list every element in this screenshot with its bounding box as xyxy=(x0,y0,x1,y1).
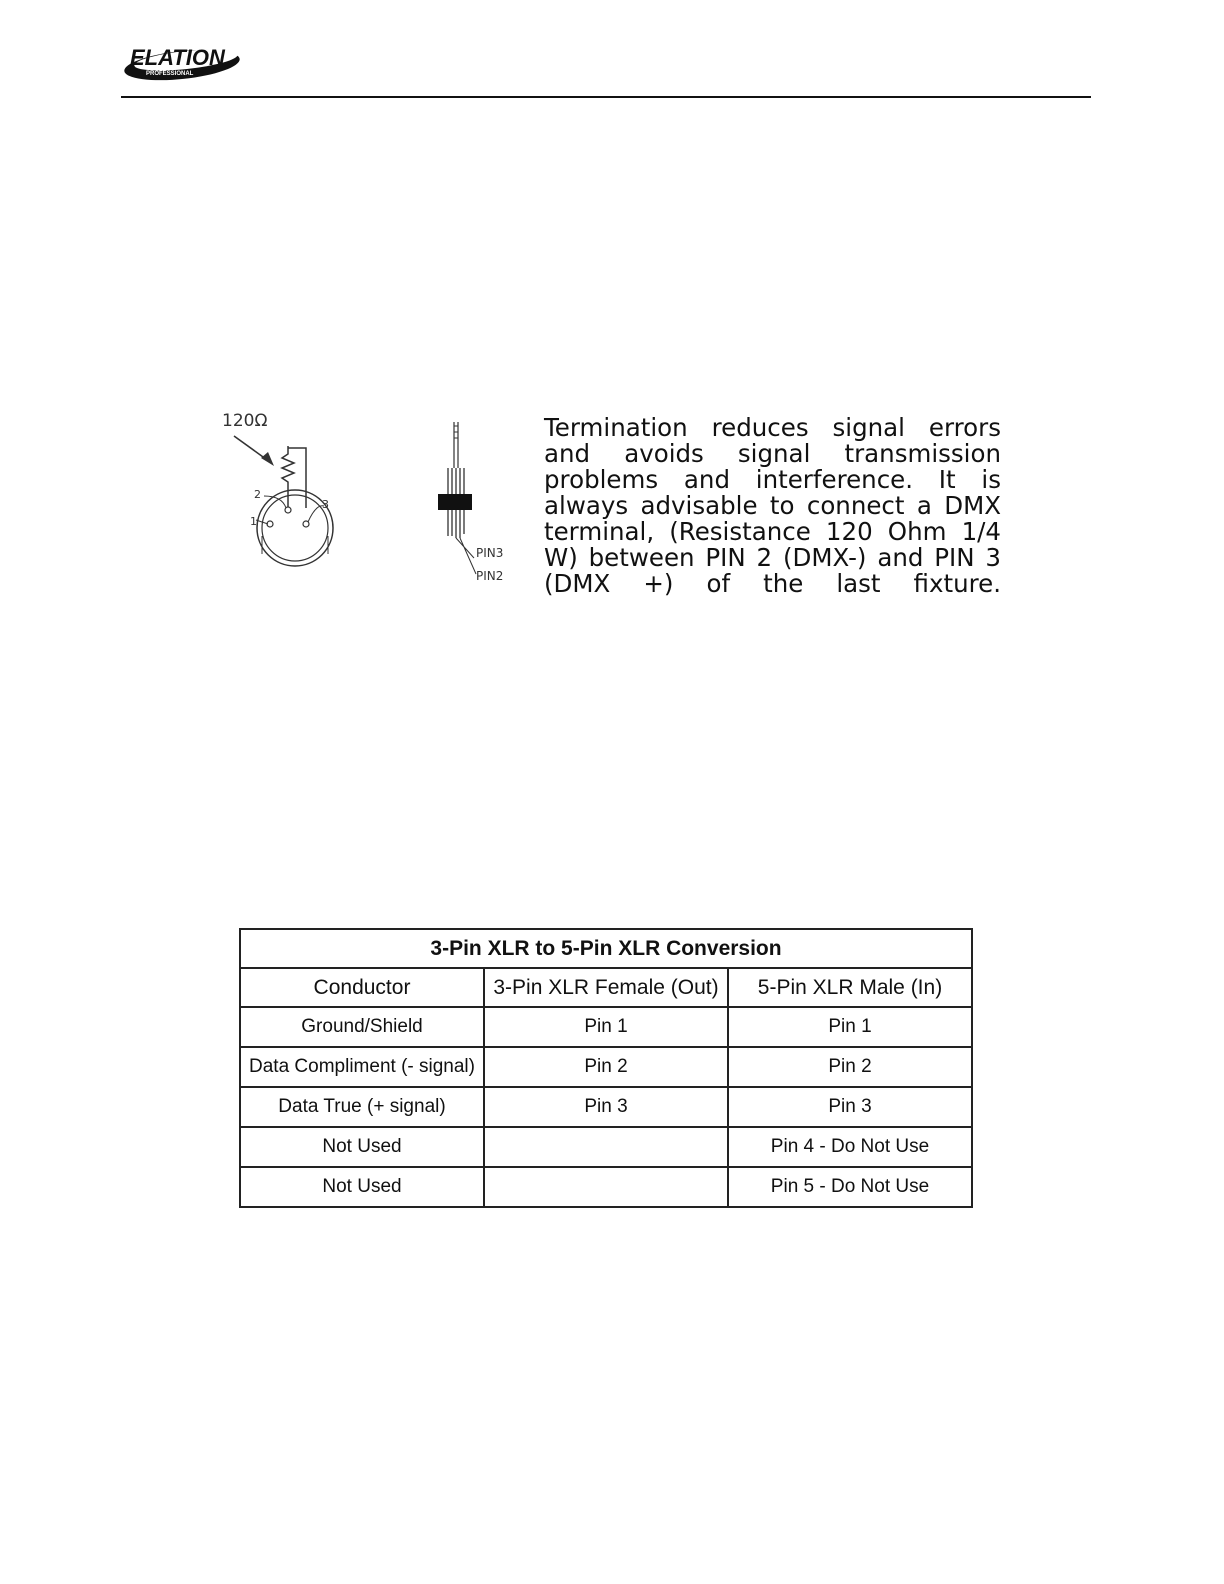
xlr-termination-diagram xyxy=(212,404,342,586)
table-cell: Pin 3 xyxy=(728,1087,972,1127)
table-cell: Not Used xyxy=(240,1127,484,1167)
table-cell: Pin 2 xyxy=(484,1047,728,1087)
elation-logo xyxy=(122,38,246,84)
pin-number-2: 2 xyxy=(254,488,261,501)
column-header-5pin: 5-Pin XLR Male (In) xyxy=(728,968,972,1007)
table-cell: Pin 5 - Do Not Use xyxy=(728,1167,972,1207)
xlr-conversion-table xyxy=(239,928,973,1208)
table-row xyxy=(240,1047,972,1087)
resistor-label: 120Ω xyxy=(222,411,268,431)
table-cell: Pin 3 xyxy=(484,1087,728,1127)
table-cell: Pin 1 xyxy=(728,1007,972,1047)
pin-number-3: 3 xyxy=(322,498,329,511)
table-cell: Ground/Shield xyxy=(240,1007,484,1047)
table-header-row xyxy=(240,968,972,1007)
table-row xyxy=(240,1007,972,1047)
table-row xyxy=(240,1087,972,1127)
header-rule xyxy=(121,96,1091,98)
column-header-conductor: Conductor xyxy=(240,968,484,1007)
pin-number-1: 1 xyxy=(250,515,257,528)
table-cell: Data Compliment (- signal) xyxy=(240,1047,484,1087)
pin3-label: PIN3 xyxy=(476,546,504,560)
table-row xyxy=(240,1167,972,1207)
logo-wordmark: ELATION xyxy=(130,45,225,70)
table-row xyxy=(240,1127,972,1167)
table-cell: Pin 1 xyxy=(484,1007,728,1047)
column-header-3pin: 3-Pin XLR Female (Out) xyxy=(484,968,728,1007)
logo-subtext: PROFESSIONAL xyxy=(146,71,194,77)
termination-paragraph: Termination reduces signal errors and avoids signal transmission problems and interference. It is always advisable to connect a DMX terminal, (Resistance 120 Ohm 1/4 W) between PIN 2 (DMX-) and PIN 3 (DMX +) of the last fixture. xyxy=(544,413,1001,598)
pin2-label: PIN2 xyxy=(476,569,504,583)
table-title-row xyxy=(240,929,972,968)
table-cell xyxy=(484,1167,728,1207)
table-cell: Pin 2 xyxy=(728,1047,972,1087)
xlr-plug-pins-diagram xyxy=(430,416,520,588)
table-cell xyxy=(484,1127,728,1167)
table-cell: Pin 4 - Do Not Use xyxy=(728,1127,972,1167)
table-title: 3-Pin XLR to 5-Pin XLR Conversion xyxy=(240,929,972,968)
table-cell: Not Used xyxy=(240,1167,484,1207)
table-cell: Data True (+ signal) xyxy=(240,1087,484,1127)
